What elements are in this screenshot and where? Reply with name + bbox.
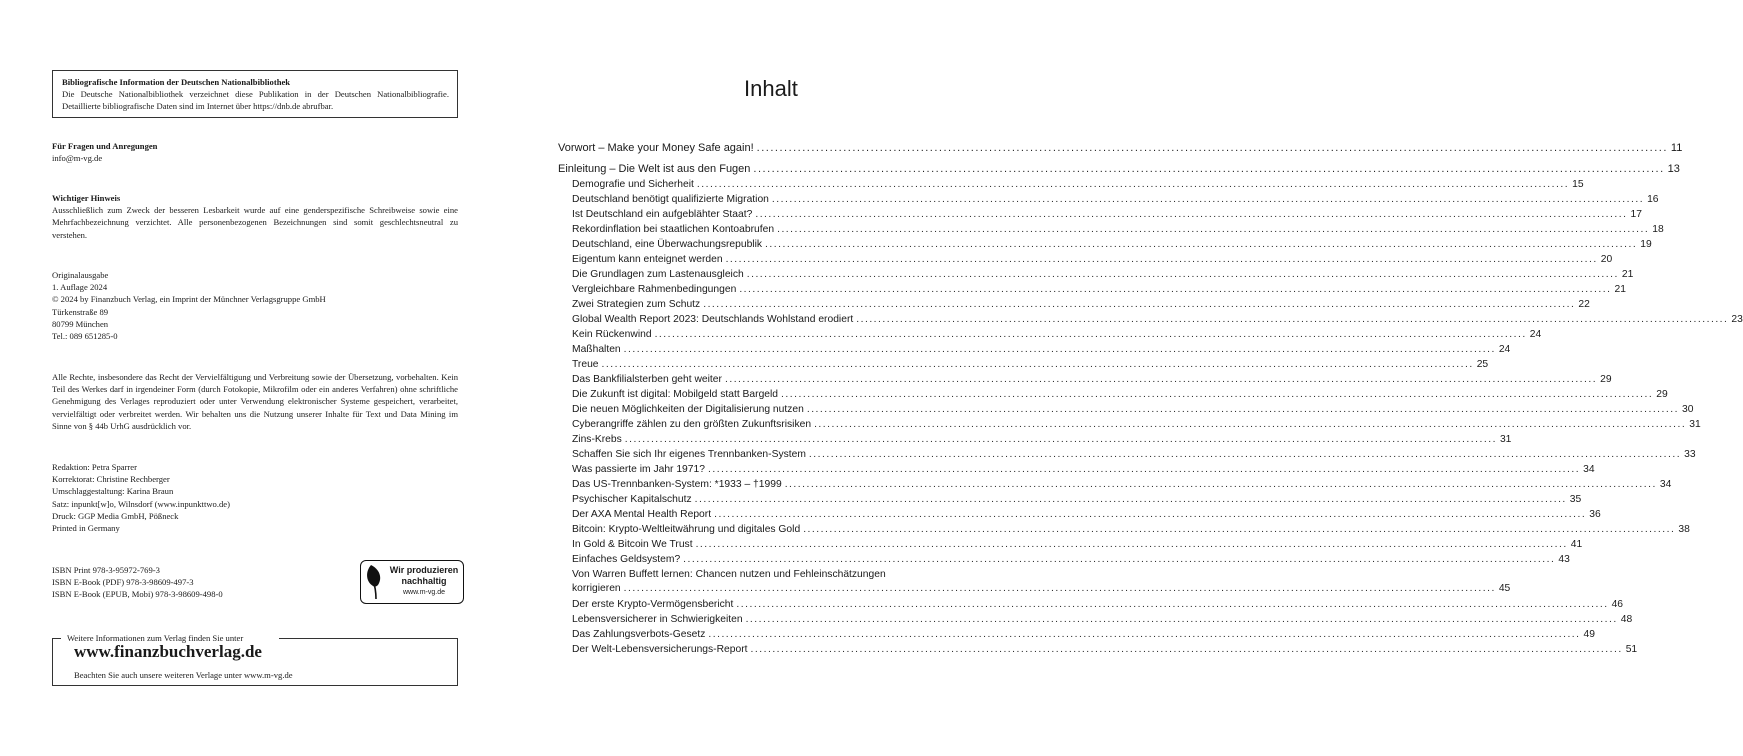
- toc-leader-dots: ........................................................................................................................................................................................................: [803, 524, 1676, 535]
- toc-entry-page: 46: [1611, 599, 1624, 610]
- toc-entry-page: 17: [1630, 209, 1642, 220]
- publisher-url[interactable]: www.finanzbuchverlag.de: [74, 642, 262, 661]
- toc-entry-label: Demografie und Sicherheit: [572, 179, 694, 190]
- edition-line: Originalausgabe: [52, 270, 109, 280]
- toc-entry[interactable]: [572, 553, 1570, 566]
- toc-entry-page: 21: [1621, 269, 1634, 280]
- toc-entry-label: Schaffen Sie sich Ihr eigenes Trennbanken-System: [572, 449, 806, 460]
- toc-entry-label: Vorwort – Make your Money Safe again!: [558, 142, 754, 154]
- toc-entry-page: 24: [1498, 344, 1511, 355]
- isbn-line: ISBN E-Book (PDF) 978-3-98609-497-3: [52, 577, 194, 588]
- credit-line: Umschlaggestaltung: Karina Braun: [52, 486, 174, 497]
- toc-leader-dots: ........................................................................................................................................................................................................: [623, 344, 1496, 355]
- toc-entry[interactable]: [572, 178, 1584, 191]
- toc-entry-label: Der AXA Mental Health Report: [572, 509, 712, 520]
- toc-entry-label: Treue: [572, 359, 599, 370]
- toc-leader-dots: ........................................................................................................................................................................................................: [683, 554, 1556, 565]
- toc-entry[interactable]: [572, 508, 1601, 521]
- bibliographic-info-box: [52, 70, 458, 118]
- toc-entry-page: 22: [1578, 299, 1590, 310]
- toc-entry-page: 29: [1656, 389, 1668, 400]
- toc-entry-page: 23: [1731, 314, 1743, 325]
- toc-entry[interactable]: [572, 643, 1638, 656]
- edition-line: Tel.: 089 651285-0: [52, 331, 118, 342]
- toc-entry-label: In Gold & Bitcoin We Trust: [572, 539, 693, 550]
- toc-entry-label: Rekordinflation bei staatlichen Kontoabrufen: [572, 224, 775, 235]
- toc-entry[interactable]: [572, 403, 1694, 416]
- edition-line: 80799 München: [52, 318, 109, 329]
- contact-email: info@m-vg.de: [52, 153, 103, 164]
- toc-entry[interactable]: [572, 208, 1642, 221]
- toc-entry[interactable]: [572, 538, 1583, 551]
- leaf-icon: [365, 564, 387, 600]
- isbn-line: ISBN Print 978-3-95972-769-3: [52, 565, 160, 575]
- toc-entry[interactable]: [572, 523, 1690, 536]
- toc-entry-page: 25: [1476, 359, 1489, 370]
- toc-entry-label: Von Warren Buffett lernen: Chancen nutzen und Fehleinschätzungen: [572, 569, 886, 580]
- toc-entry-page: 49: [1583, 629, 1595, 640]
- toc-leader-dots: ........................................................................................................................................................................................................: [695, 539, 1568, 550]
- toc-entry-label: Die neuen Möglichkeiten der Digitalisierung nutzen: [572, 404, 804, 415]
- toc-entry[interactable]: [572, 463, 1595, 476]
- toc-entry-page: 36: [1589, 509, 1601, 520]
- toc-entry-label: Global Wealth Report 2023: Deutschlands Wohlstand erodiert: [572, 314, 854, 325]
- edition-block: [52, 269, 458, 342]
- toc-entry-page: 19: [1640, 239, 1652, 250]
- toc-entry[interactable]: [572, 628, 1595, 641]
- toc-leader-dots: ........................................................................................................................................................................................................: [746, 269, 1619, 280]
- toc-entry[interactable]: [572, 582, 1511, 595]
- notice-block: [52, 192, 458, 241]
- toc-entry-page: 34: [1583, 464, 1595, 475]
- toc-entry[interactable]: [572, 373, 1612, 386]
- toc-leader-dots: ........................................................................................................................................................................................................: [736, 599, 1609, 610]
- toc-entry[interactable]: [558, 142, 1683, 155]
- toc-leader-dots: ........................................................................................................................................................................................................: [750, 644, 1623, 655]
- edition-line: Türkenstraße 89: [52, 306, 109, 317]
- toc-entry[interactable]: [572, 418, 1701, 431]
- toc-leader-dots: ........................................................................................................................................................................................................: [739, 284, 1612, 295]
- toc-leader-dots: ........................................................................................................................................................................................................: [714, 509, 1587, 520]
- toc-leader-dots: ........................................................................................................................................................................................................: [814, 419, 1687, 430]
- credit-line: Printed in Germany: [52, 523, 120, 534]
- toc-leader-dots: ........................................................................................................................................................................................................: [781, 389, 1654, 400]
- toc-entry-page: 33: [1684, 449, 1696, 460]
- toc-leader-dots: ........................................................................................................................................................................................................: [624, 434, 1497, 445]
- toc-entry[interactable]: [572, 493, 1582, 506]
- toc-entry-page: 41: [1570, 539, 1583, 550]
- edition-line: © 2024 by Finanzbuch Verlag, ein Imprint der Münchner Verlagsgruppe GmbH: [52, 294, 326, 305]
- toc-entry-page: 35: [1569, 494, 1582, 505]
- toc-entry[interactable]: [572, 313, 1743, 326]
- toc-entry-label: Ist Deutschland ein aufgeblähter Staat?: [572, 209, 753, 220]
- toc-entry[interactable]: [572, 238, 1652, 251]
- publisher-info-caption: Weitere Informationen zum Verlag finden Sie unter: [67, 633, 244, 643]
- toc-entry-label: Psychischer Kapitalschutz: [572, 494, 692, 505]
- toc-entry-label: Kein Rückenwind: [572, 329, 652, 340]
- toc-entry[interactable]: [572, 343, 1511, 356]
- toc-entry[interactable]: [572, 433, 1512, 446]
- toc-entry[interactable]: [572, 298, 1590, 311]
- toc-leader-dots: ........................................................................................................................................................................................................: [808, 449, 1682, 460]
- contact-heading: Für Fragen und Anregungen: [52, 141, 158, 151]
- toc-entry-page: 45: [1498, 583, 1511, 594]
- toc-entry-page: 43: [1558, 554, 1570, 565]
- publisher-note: Beachten Sie auch unsere weiteren Verlage unter www.m-vg.de: [74, 670, 293, 680]
- toc-entry-page: 38: [1678, 524, 1690, 535]
- credit-line: Redaktion: Petra Sparrer: [52, 462, 137, 472]
- toc-entry-page: 21: [1614, 284, 1626, 295]
- toc-entry-label: Vergleichbare Rahmenbedingungen: [572, 284, 737, 295]
- toc-entry-page: 48: [1620, 614, 1633, 625]
- toc-entry-label: Bitcoin: Krypto-Weltleitwährung und digitales Gold: [572, 524, 801, 535]
- toc-entry-label: korrigieren: [572, 583, 621, 594]
- rights-text: Alle Rechte, insbesondere das Recht der Vervielfältigung und Verbreitung sowie der Übersetzung, vorbehalten. Kein Teil des Werkes darf in irgendeiner Form (durch Fotokopie, Mikrofilm oder ein anderes Verfahren) ohne schriftliche Genehmigung des Verlages reproduziert oder unter Verwendung elektronischer Systeme gespeichert, verarbeitet, vervielfältigt oder verbreitet werden. Wir behalten uns die Nutzung unserer Inhalte für Text und Data Mining im Sinne von § 44b UrhG ausdrücklich vor.: [52, 372, 458, 431]
- toc-entry-label: Die Zukunft ist digital: Mobilgeld statt Bargeld: [572, 389, 779, 400]
- contact-block: [52, 140, 458, 164]
- publisher-info-box: [52, 633, 458, 686]
- logo-line1: Wir produzieren: [389, 565, 459, 575]
- toc-leader-dots: ........................................................................................................................................................................................................: [725, 254, 1598, 265]
- bibliographic-info-heading: Bibliografische Information der Deutschen Nationalbibliothek: [62, 77, 291, 87]
- toc-entry-page: 20: [1600, 254, 1613, 265]
- toc-entry-label: Lebensversicherer in Schwierigkeiten: [572, 614, 743, 625]
- toc-entry-page: 11: [1670, 142, 1683, 154]
- toc-entry-label: Einfaches Geldsystem?: [572, 554, 681, 565]
- toc-entry-label: Maßhalten: [572, 344, 621, 355]
- toc-leader-dots: ........................................................................................................................................................................................................: [771, 194, 1645, 205]
- toc-leader-dots: ........................................................................................................................................................................................................: [753, 163, 1665, 175]
- notice-heading: Wichtiger Hinweis: [52, 193, 121, 203]
- credit-line: Korrektorat: Christine Rechberger: [52, 474, 170, 485]
- credits-block: [52, 461, 458, 534]
- logo-text: [389, 565, 459, 587]
- copyright-page: [52, 70, 459, 680]
- toc-entry[interactable]: [572, 598, 1624, 611]
- notice-text: Ausschließlich zum Zweck der besseren Lesbarkeit wurde auf eine genderspezifische Schreibweise sowie eine Mehrfachbezeichnung verzichtet. Alle personenbezogenen Bezeichnungen sind somit geschlechtsneutral zu verstehen.: [52, 205, 458, 240]
- toc-entry-label: Was passierte im Jahr 1971?: [572, 464, 705, 475]
- toc-entry-page: 15: [1572, 179, 1584, 190]
- toc-entry-page: 16: [1647, 194, 1659, 205]
- toc-leader-dots: ........................................................................................................................................................................................................: [756, 142, 1668, 154]
- toc-leader-dots: ........................................................................................................................................................................................................: [708, 629, 1581, 640]
- toc-leader-dots: ........................................................................................................................................................................................................: [707, 464, 1581, 475]
- toc-leader-dots: ........................................................................................................................................................................................................: [694, 494, 1567, 505]
- toc-leader-dots: ........................................................................................................................................................................................................: [765, 239, 1638, 250]
- toc-entry[interactable]: [558, 163, 1680, 176]
- toc-leader-dots: ........................................................................................................................................................................................................: [654, 329, 1527, 340]
- toc-leader-dots: ........................................................................................................................................................................................................: [856, 314, 1729, 325]
- credit-line: Satz: inpunkt[w]o, Wilnsdorf (www.inpunkttwo.de): [52, 498, 230, 509]
- toc-entry[interactable]: [572, 193, 1659, 206]
- toc-entry-label: Das Bankfilialsterben geht weiter: [572, 374, 722, 385]
- edition-line: 1. Auflage 2024: [52, 282, 108, 293]
- toc-entry-page: 31: [1499, 434, 1512, 445]
- toc-title: Inhalt: [744, 76, 798, 101]
- toc-leader-dots: ........................................................................................................................................................................................................: [755, 209, 1628, 220]
- toc-entry[interactable]: [572, 613, 1633, 626]
- toc-entry-label: Zins-Krebs: [572, 434, 622, 445]
- toc-entry-label: Einleitung – Die Welt ist aus den Fugen: [558, 163, 751, 175]
- toc-leader-dots: ........................................................................................................................................................................................................: [745, 614, 1618, 625]
- toc-entry-page: 30: [1682, 404, 1694, 415]
- toc-entry-label: Zwei Strategien zum Schutz: [572, 299, 701, 310]
- sustainability-logo: [360, 560, 464, 604]
- toc-entry-page: 34: [1659, 479, 1672, 490]
- bibliographic-info-text: Die Deutsche Nationalbibliothek verzeichnet diese Publikation in der Deutschen Nationalbibliografie. Detaillierte bibliografische Daten sind im Internet über https://dnb.de abrufbar.: [62, 89, 449, 112]
- toc-entry-page: 13: [1667, 163, 1680, 175]
- credit-line: Druck: GGP Media GmbH, Pößneck: [52, 510, 179, 521]
- toc-leader-dots: ........................................................................................................................................................................................................: [784, 479, 1657, 490]
- toc-entry[interactable]: [572, 388, 1668, 401]
- toc-entry-label: Das Zahlungsverbots-Gesetz: [572, 629, 706, 640]
- toc-entry[interactable]: [572, 328, 1542, 341]
- toc-entry[interactable]: [572, 478, 1672, 491]
- toc-entry-label: Eigentum kann enteignet werden: [572, 254, 723, 265]
- toc-leader-dots: ........................................................................................................................................................................................................: [703, 299, 1576, 310]
- toc-entry-page: 18: [1652, 224, 1664, 235]
- toc-entry-label: Der erste Krypto-Vermögensbericht: [572, 599, 734, 610]
- toc-entry[interactable]: [572, 253, 1613, 266]
- toc-entry-label: Deutschland, eine Überwachungsrepublik: [572, 239, 763, 250]
- logo-url: www.m-vg.de: [402, 589, 445, 596]
- toc-entry-label: Der Welt-Lebensversicherungs-Report: [572, 644, 748, 655]
- toc-entry-page: 29: [1600, 374, 1612, 385]
- toc-entry[interactable]: [572, 283, 1626, 296]
- toc-entry-page: 51: [1625, 644, 1638, 655]
- toc-leader-dots: ........................................................................................................................................................................................................: [601, 359, 1474, 370]
- toc-entry[interactable]: [572, 358, 1489, 371]
- toc-entry[interactable]: [572, 268, 1634, 281]
- toc-entry-label: Deutschland benötigt qualifizierte Migration: [572, 194, 769, 205]
- toc-leader-dots: ........................................................................................................................................................................................................: [777, 224, 1650, 235]
- toc-leader-dots: ........................................................................................................................................................................................................: [623, 583, 1496, 594]
- toc-entry-line[interactable]: [572, 568, 886, 581]
- toc-entry-label: Cyberangriffe zählen zu den größten Zukunftsrisiken: [572, 419, 812, 430]
- toc-entry-label: Das US-Trennbanken-System: *1933 – †1999: [572, 479, 782, 490]
- logo-line2: nachhaltig: [401, 576, 447, 586]
- toc-entry-page: 24: [1529, 329, 1542, 340]
- toc-leader-dots: ........................................................................................................................................................................................................: [696, 179, 1570, 190]
- toc-entry-page: 31: [1689, 419, 1701, 430]
- toc-entry[interactable]: [572, 223, 1664, 236]
- isbn-line: ISBN E-Book (EPUB, Mobi) 978-3-98609-498-0: [52, 589, 223, 600]
- toc-leader-dots: ........................................................................................................................................................................................................: [724, 374, 1598, 385]
- toc-leader-dots: ........................................................................................................................................................................................................: [806, 404, 1679, 415]
- toc-entry[interactable]: [572, 448, 1696, 461]
- toc-entry-label: Die Grundlagen zum Lastenausgleich: [572, 269, 744, 280]
